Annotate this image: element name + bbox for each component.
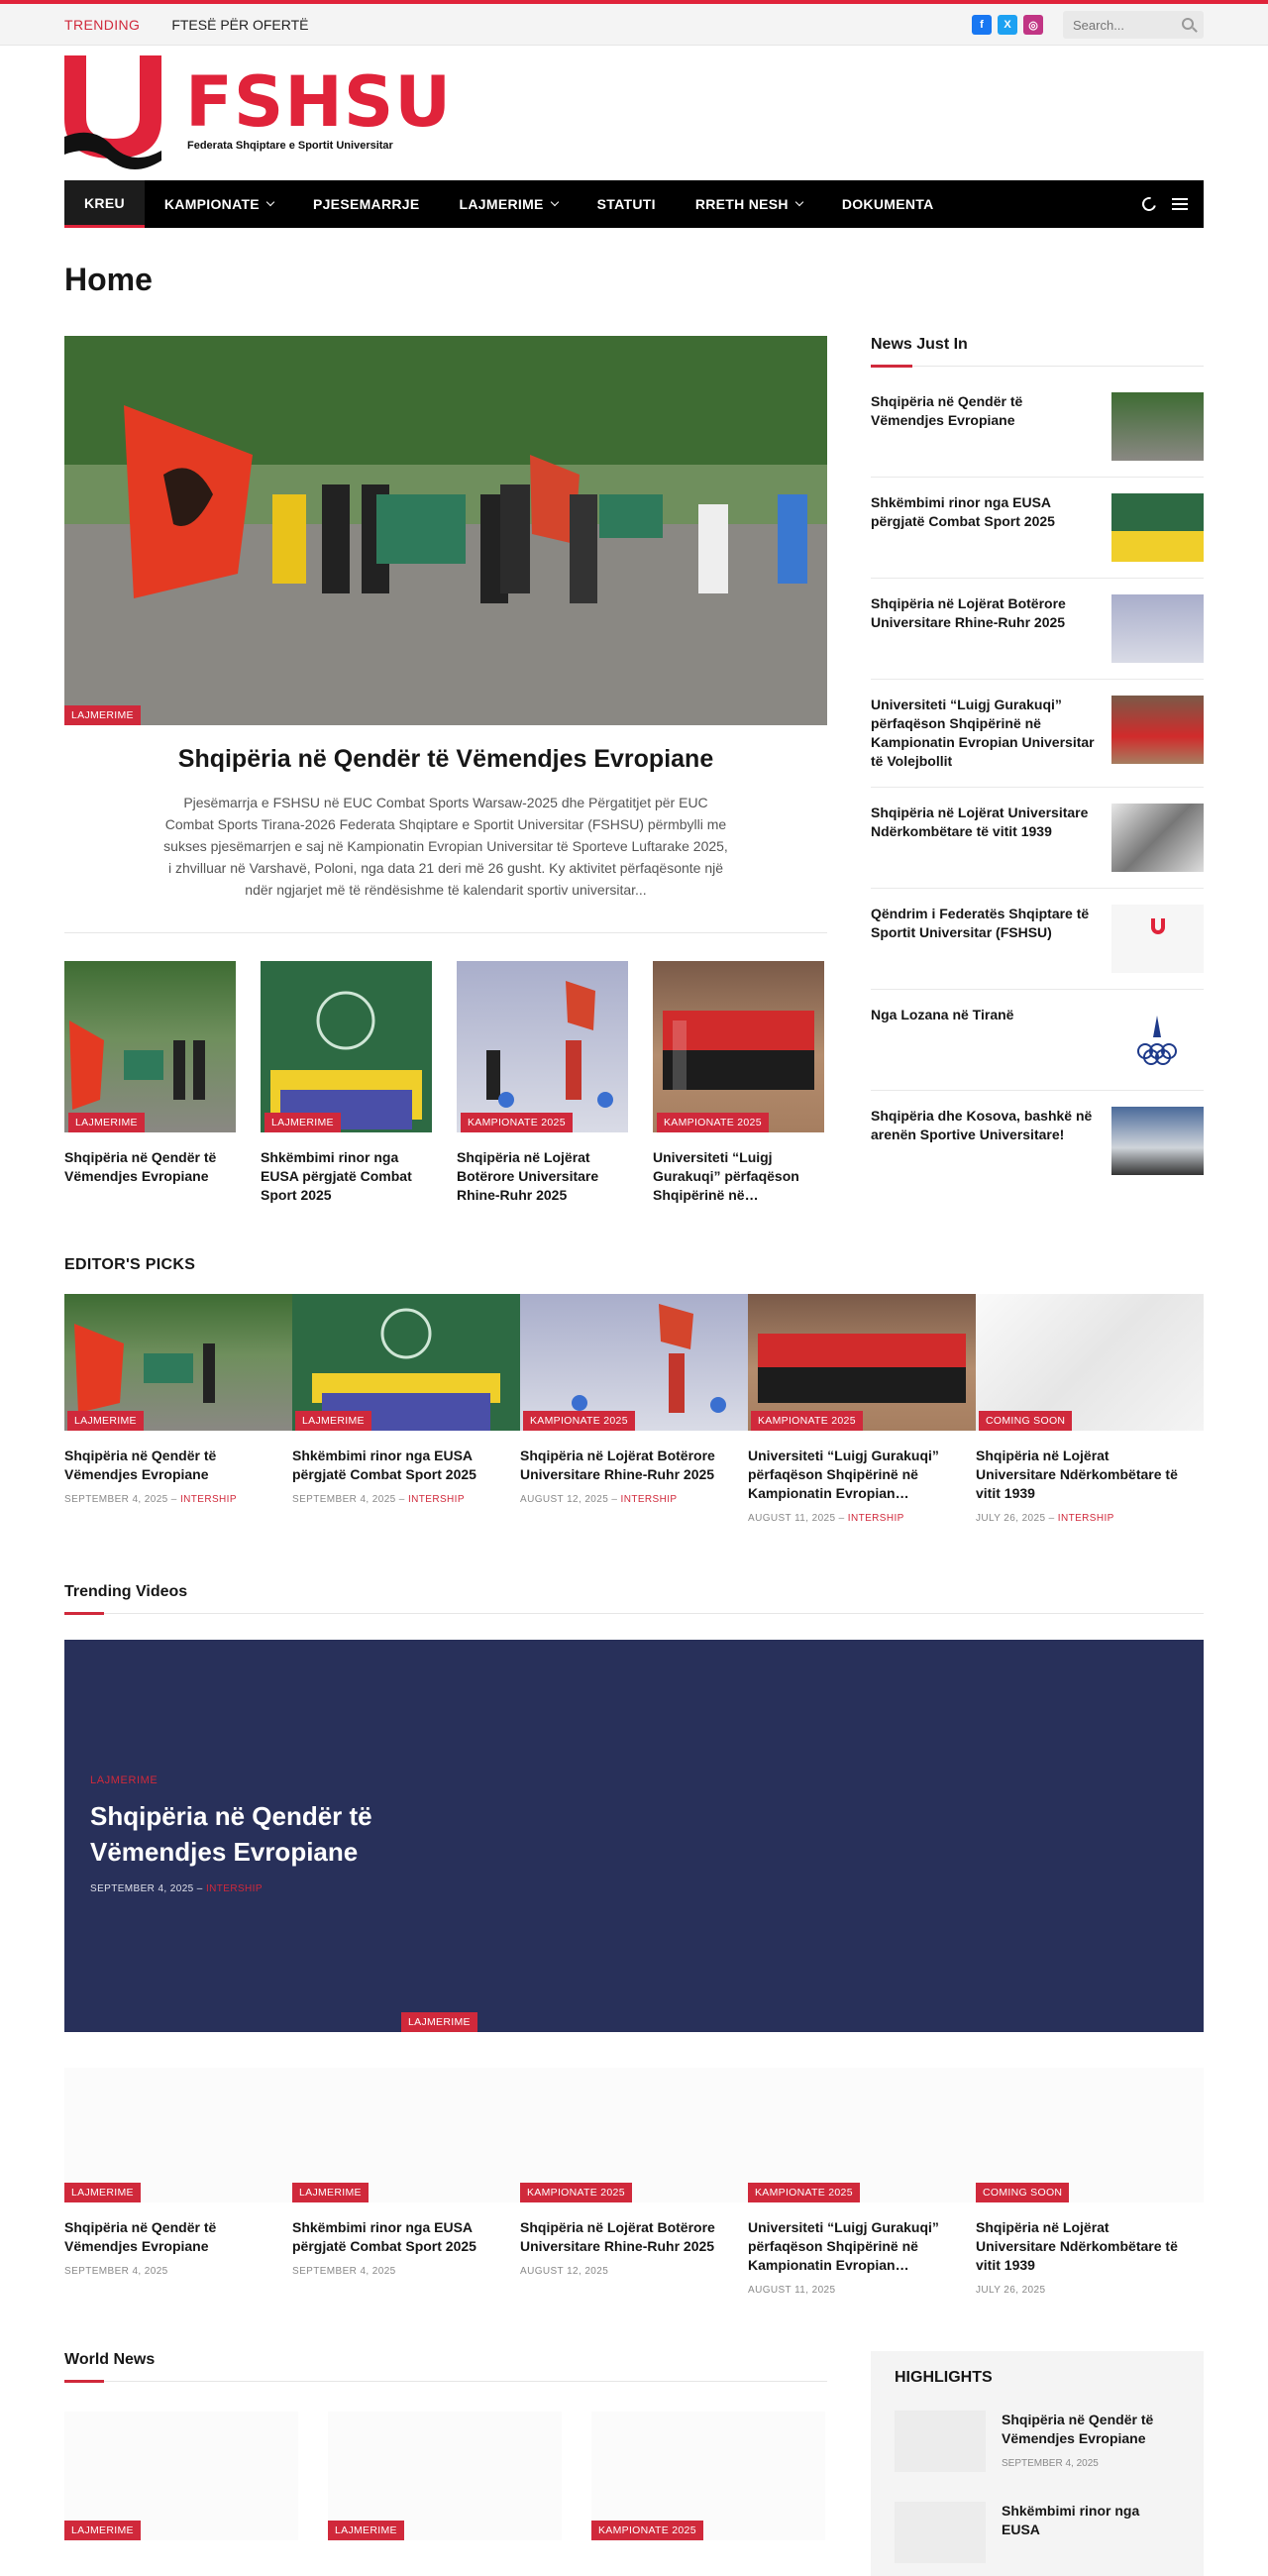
thumb-illustration bbox=[457, 961, 628, 1132]
logo-subtitle: Federata Shqiptare e Sportit Universitar bbox=[187, 140, 393, 152]
sidebar-item-title[interactable]: Shkëmbimi rinor nga EUSA përgjatë Combat Sport 2025 bbox=[871, 494, 1055, 529]
ticker-link[interactable]: FTESË PËR OFERTË bbox=[171, 17, 309, 33]
meta-category[interactable]: INTERSHIP bbox=[407, 1494, 465, 1505]
world-news-card[interactable] bbox=[64, 2412, 298, 2540]
category-badge[interactable]: KAMPIONATE 2025 bbox=[657, 1113, 769, 1132]
sidebar-item[interactable] bbox=[871, 493, 1204, 579]
highlight-title[interactable]: Shkëmbimi rinor nga EUSA bbox=[1002, 2503, 1140, 2537]
category-badge[interactable]: KAMPIONATE 2025 bbox=[748, 2183, 860, 2202]
logo-mark-icon bbox=[64, 55, 161, 170]
sidebar-item[interactable] bbox=[871, 696, 1204, 788]
hero-photo-illustration bbox=[64, 336, 827, 725]
card-title[interactable]: Shkëmbimi rinor nga EUSA përgjatë Combat Sport 2025 bbox=[261, 1149, 412, 1203]
small-card[interactable] bbox=[653, 961, 824, 1205]
card-thumbnail[interactable] bbox=[292, 1294, 520, 1431]
nav-item-statuti[interactable]: STATUTI bbox=[596, 196, 656, 212]
card-title[interactable]: Shqipëria në Qendër të Vëmendjes Evropiane bbox=[64, 2219, 217, 2254]
card-thumbnail[interactable] bbox=[457, 961, 628, 1132]
video-title[interactable]: Shqipëria në Qendër të Vëmendjes Evropiane bbox=[90, 1801, 372, 1867]
meta-category[interactable]: INTERSHIP bbox=[620, 1494, 678, 1505]
menu-icon[interactable] bbox=[1172, 198, 1188, 210]
sidebar-item[interactable] bbox=[871, 905, 1204, 990]
pick-card[interactable] bbox=[292, 1294, 520, 1524]
post-date: JULY 26, 2025 bbox=[976, 2285, 1046, 2296]
video-card[interactable] bbox=[64, 2068, 292, 2296]
search-box bbox=[1043, 11, 1204, 39]
divider bbox=[64, 932, 827, 933]
sidebar-item[interactable] bbox=[871, 392, 1204, 478]
sidebar-thumbnail[interactable] bbox=[1111, 905, 1204, 973]
sidebar-thumbnail[interactable] bbox=[1111, 696, 1204, 764]
sidebar-thumbnail[interactable] bbox=[1111, 594, 1204, 663]
meta-category[interactable]: INTERSHIP bbox=[847, 1513, 904, 1524]
card-title[interactable]: Shqipëria në Lojërat Botërore Universitare Rhine-Ruhr 2025 bbox=[457, 1149, 599, 1203]
meta-category[interactable]: INTERSHIP bbox=[179, 1494, 237, 1505]
card-meta: JULY 26, 2025 – INTERSHIP bbox=[976, 1513, 1114, 1524]
category-badge[interactable]: LAJMERIME bbox=[292, 2183, 369, 2202]
small-card[interactable] bbox=[261, 961, 432, 1205]
sidebar-thumbnail[interactable] bbox=[1111, 804, 1204, 872]
category-badge[interactable]: KAMPIONATE 2025 bbox=[520, 2183, 632, 2202]
post-date: SEPTEMBER 4, 2025 bbox=[64, 1494, 168, 1505]
chevron-down-icon bbox=[550, 198, 558, 206]
hero-image[interactable] bbox=[64, 336, 827, 725]
card-title[interactable]: Universiteti “Luigj Gurakuqi” përfaqëson Shqipërinë në Kampionatin Evropian… bbox=[748, 2219, 939, 2273]
thumb-illustration bbox=[261, 961, 432, 1132]
nav-item-lajmerime[interactable]: LAJMERIME bbox=[440, 180, 578, 228]
hero-excerpt: Pjesëmarrja e FSHSU në EUC Combat Sports Warsaw-2025 dhe Përgatitjet për EUC Combat Sports Tirana-2026 Federata Shqiptare e Sportit Universitar (FSHSU) përmbylli me sukses pjesëmarrjen e saj në Kampionatin Evropian Universitar të Sporteve Luftarake 2025, i zhvilluar në Varshavë, Poloni, nga data 21 deri më 26 gusht. Ky aktivitet përfaqësonte një ndër ngjarjet më të rëndësishme të kalendarit sportiv universitar... bbox=[163, 795, 728, 898]
nav-item-kampionate[interactable]: KAMPIONATE bbox=[145, 180, 293, 228]
news-just-in-sidebar bbox=[871, 336, 1204, 1207]
world-news-card[interactable] bbox=[328, 2412, 562, 2540]
card-meta: AUGUST 12, 2025 – INTERSHIP bbox=[520, 1494, 678, 1505]
post-date: SEPTEMBER 4, 2025 bbox=[1002, 2458, 1099, 2469]
card-meta: SEPTEMBER 4, 2025 – INTERSHIP bbox=[64, 1494, 237, 1505]
top-bar bbox=[0, 4, 1268, 46]
world-news-card[interactable] bbox=[591, 2412, 825, 2540]
category-badge[interactable]: KAMPIONATE 2025 bbox=[523, 1411, 635, 1431]
sidebar-item-title[interactable]: Qëndrim i Federatës Shqiptare të Sportit Universitar (FSHSU) bbox=[871, 906, 1090, 940]
sidebar-thumbnail[interactable] bbox=[1111, 1006, 1204, 1074]
category-badge[interactable]: KAMPIONATE 2025 bbox=[751, 1411, 863, 1431]
world-news-title: World News bbox=[64, 2351, 827, 2382]
nav-item-kreu[interactable]: KREU bbox=[64, 180, 145, 228]
featured-video[interactable] bbox=[64, 1640, 1204, 2032]
meta-category[interactable]: INTERSHIP bbox=[205, 1883, 263, 1894]
category-badge[interactable]: LAJMERIME bbox=[328, 2521, 404, 2540]
sidebar-item-title[interactable]: Nga Lozana në Tiranë bbox=[871, 1007, 1014, 1022]
pick-card[interactable] bbox=[748, 1294, 976, 1524]
small-cards bbox=[64, 961, 827, 1205]
nav-item-rreth-nesh[interactable]: RRETH NESH bbox=[676, 180, 822, 228]
pick-card[interactable] bbox=[976, 1294, 1204, 1524]
card-thumbnail[interactable] bbox=[64, 2068, 292, 2202]
thumb-illustration bbox=[653, 961, 824, 1132]
chevron-down-icon bbox=[795, 198, 803, 206]
logo[interactable] bbox=[64, 46, 1204, 180]
meta-category[interactable]: INTERSHIP bbox=[1057, 1513, 1114, 1524]
trending-label: TRENDING bbox=[64, 17, 141, 33]
social-links bbox=[972, 15, 1043, 35]
category-badge[interactable]: LAJMERIME bbox=[401, 2012, 477, 2032]
card-thumbnail[interactable] bbox=[64, 961, 236, 1132]
highlight-title[interactable]: Shqipëria në Qendër të Vëmendjes Evropiane bbox=[1002, 2412, 1154, 2446]
highlight-thumbnail[interactable] bbox=[895, 2411, 986, 2472]
nav-item-dokumenta[interactable]: DOKUMENTA bbox=[841, 196, 934, 212]
highlights-title: HIGHLIGHTS bbox=[895, 2369, 993, 2386]
video-card[interactable] bbox=[748, 2068, 976, 2296]
pick-card[interactable] bbox=[64, 1294, 292, 1524]
x-icon[interactable]: X bbox=[998, 15, 1017, 35]
category-badge[interactable]: LAJMERIME bbox=[64, 2521, 141, 2540]
highlights-panel bbox=[871, 2351, 1204, 2576]
post-date: SEPTEMBER 4, 2025 bbox=[292, 2266, 396, 2277]
category-badge[interactable]: KAMPIONATE 2025 bbox=[461, 1113, 573, 1132]
post-date: SEPTEMBER 4, 2025 bbox=[64, 2266, 168, 2277]
category-badge[interactable]: LAJMERIME bbox=[67, 1411, 144, 1431]
category-badge[interactable]: LAJMERIME bbox=[64, 2183, 141, 2202]
card-thumbnail[interactable] bbox=[976, 1294, 1204, 1431]
highlight-thumbnail[interactable] bbox=[895, 2502, 986, 2563]
card-title[interactable]: Shkëmbimi rinor nga EUSA përgjatë Combat Sport 2025 bbox=[292, 1448, 476, 1482]
card-title[interactable]: Shqipëria në Lojërat Universitare Ndërkombëtare të vitit 1939 bbox=[976, 1448, 1178, 1501]
card-thumbnail[interactable] bbox=[976, 2068, 1204, 2202]
sidebar-item[interactable] bbox=[871, 1006, 1204, 1091]
card-thumbnail[interactable] bbox=[64, 1294, 292, 1431]
card-meta: SEPTEMBER 4, 2025 – INTERSHIP bbox=[292, 1494, 465, 1505]
category-badge[interactable]: LAJMERIME bbox=[68, 1113, 145, 1132]
post-date: AUGUST 11, 2025 bbox=[748, 1513, 836, 1524]
highlight-item[interactable] bbox=[895, 2502, 1180, 2563]
card-thumbnail[interactable] bbox=[748, 2068, 976, 2202]
sidebar-title: News Just In bbox=[871, 336, 1204, 367]
nav-item-pjesemarrje[interactable]: PJESEMARRJE bbox=[312, 196, 420, 212]
card-thumbnail[interactable] bbox=[520, 1294, 748, 1431]
card-title[interactable]: Universiteti “Luigj Gurakuqi” përfaqëson Shqipërinë në Kampionatin Evropian… bbox=[748, 1448, 939, 1501]
sidebar-item-title[interactable]: Shqipëria në Lojërat Botërore Universitare Rhine-Ruhr 2025 bbox=[871, 595, 1066, 630]
world-news-cards bbox=[64, 2412, 827, 2540]
pick-card[interactable] bbox=[520, 1294, 748, 1524]
card-title[interactable]: Shkëmbimi rinor nga EUSA përgjatë Combat Sport 2025 bbox=[292, 2219, 476, 2254]
category-badge[interactable]: COMING SOON bbox=[979, 1411, 1072, 1431]
sidebar-thumbnail[interactable] bbox=[1111, 493, 1204, 562]
card-title[interactable]: Universiteti “Luigj Gurakuqi” përfaqëson Shqipërinë në… bbox=[653, 1149, 799, 1203]
video-card[interactable] bbox=[520, 2068, 748, 2296]
sidebar-item[interactable] bbox=[871, 1107, 1204, 1191]
editors-picks bbox=[64, 1294, 1204, 1524]
olympic-rings-icon bbox=[1111, 1006, 1204, 1074]
trending-videos-title: Trending Videos bbox=[64, 1583, 1204, 1614]
small-card[interactable] bbox=[457, 961, 628, 1205]
sidebar-thumbnail[interactable] bbox=[1111, 392, 1204, 461]
card-meta: AUGUST 11, 2025 – INTERSHIP bbox=[748, 1513, 904, 1524]
card-thumbnail[interactable] bbox=[292, 2068, 520, 2202]
sidebar-item-title[interactable]: Universiteti “Luigj Gurakuqi” përfaqëson Shqipërinë në Kampionatin Evropian Universitar të Volejbollit bbox=[871, 697, 1095, 769]
video-meta: SEPTEMBER 4, 2025 – INTERSHIP bbox=[90, 1883, 263, 1894]
category-badge[interactable]: KAMPIONATE 2025 bbox=[591, 2521, 703, 2540]
post-date: SEPTEMBER 4, 2025 bbox=[90, 1883, 194, 1894]
card-thumbnail[interactable] bbox=[261, 961, 432, 1132]
post-date: AUGUST 12, 2025 bbox=[520, 2266, 609, 2277]
card-thumbnail[interactable] bbox=[520, 2068, 748, 2202]
sidebar-item-title[interactable]: Shqipëria në Qendër të Vëmendjes Evropiane bbox=[871, 393, 1023, 428]
instagram-icon[interactable]: ◎ bbox=[1023, 15, 1043, 35]
main-nav bbox=[64, 180, 1204, 228]
search-icon[interactable] bbox=[1182, 18, 1194, 30]
card-title[interactable]: Shqipëria në Lojërat Botërore Universitare Rhine-Ruhr 2025 bbox=[520, 2219, 715, 2254]
sidebar-item[interactable] bbox=[871, 594, 1204, 680]
post-date: AUGUST 11, 2025 bbox=[748, 2285, 836, 2296]
video-cards bbox=[64, 2068, 1204, 2296]
sidebar-thumbnail[interactable] bbox=[1111, 1107, 1204, 1175]
dark-mode-icon[interactable] bbox=[1139, 194, 1158, 213]
card-title[interactable]: Shqipëria në Qendër të Vëmendjes Evropiane bbox=[64, 1448, 217, 1482]
card-title[interactable]: Shqipëria në Lojërat Universitare Ndërkombëtare të vitit 1939 bbox=[976, 2219, 1178, 2273]
sidebar-item[interactable] bbox=[871, 804, 1204, 889]
sidebar-item-title[interactable]: Shqipëria dhe Kosova, bashkë në arenën Sportive Universitare! bbox=[871, 1108, 1093, 1142]
card-thumbnail[interactable] bbox=[653, 961, 824, 1132]
video-card[interactable] bbox=[292, 2068, 520, 2296]
video-card[interactable] bbox=[976, 2068, 1204, 2296]
post-date: AUGUST 12, 2025 bbox=[520, 1494, 609, 1505]
chevron-down-icon bbox=[266, 198, 274, 206]
post-date: SEPTEMBER 4, 2025 bbox=[292, 1494, 396, 1505]
editors-picks-title: EDITOR'S PICKS bbox=[64, 1256, 196, 1273]
logo-text: FSHSU bbox=[185, 61, 453, 143]
card-title[interactable]: Shqipëria në Qendër të Vëmendjes Evropiane bbox=[64, 1149, 217, 1184]
category-badge[interactable]: COMING SOON bbox=[976, 2183, 1069, 2202]
category-badge[interactable]: LAJMERIME bbox=[295, 1411, 371, 1431]
thumb-illustration bbox=[64, 961, 236, 1132]
card-thumbnail[interactable] bbox=[748, 1294, 976, 1431]
highlight-item[interactable] bbox=[895, 2411, 1180, 2472]
category-badge[interactable]: LAJMERIME bbox=[264, 1113, 341, 1132]
page-title: Home bbox=[64, 262, 153, 297]
facebook-icon[interactable]: f bbox=[972, 15, 992, 35]
card-title[interactable]: Shqipëria në Lojërat Botërore Universitare Rhine-Ruhr 2025 bbox=[520, 1448, 715, 1482]
sidebar-item-title[interactable]: Shqipëria në Lojërat Universitare Ndërkombëtare të vitit 1939 bbox=[871, 805, 1089, 839]
post-date: JULY 26, 2025 bbox=[976, 1513, 1046, 1524]
small-card[interactable] bbox=[64, 961, 236, 1205]
hero-title[interactable]: Shqipëria në Qendër të Vëmendjes Evropiane bbox=[177, 745, 714, 773]
category-badge[interactable]: LAJMERIME bbox=[64, 705, 141, 725]
video-category[interactable]: LAJMERIME bbox=[90, 1774, 158, 1786]
